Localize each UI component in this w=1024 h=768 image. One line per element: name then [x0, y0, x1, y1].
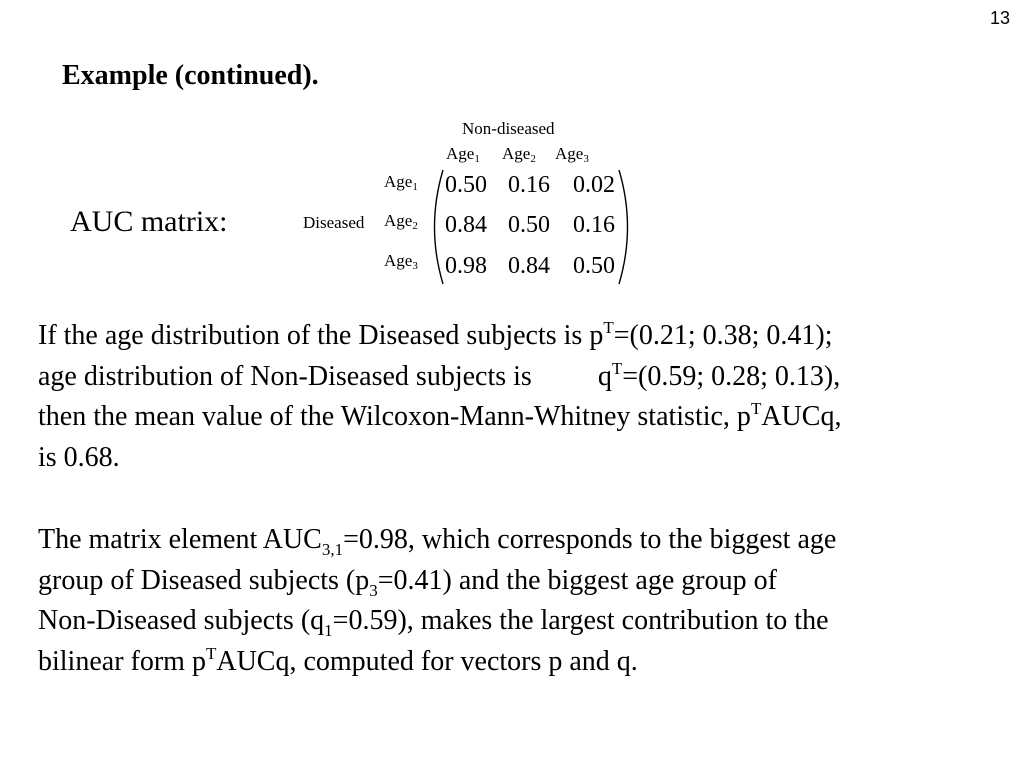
- age-index: 2: [530, 153, 536, 165]
- paragraph-contribution: [38, 520, 1024, 682]
- age-text: Age: [446, 144, 475, 163]
- age-text: Age: [555, 144, 584, 163]
- age-index: 1: [474, 153, 480, 165]
- text-line: then the mean value of the Wilcoxon-Mann-Whitney statistic, $p^TAUCq$,: [38, 399, 842, 432]
- auc-matrix-label: AUC matrix:: [70, 205, 228, 238]
- age-text: Age: [384, 211, 413, 230]
- row-header-age-2: [384, 211, 418, 232]
- matrix-cell-3-1: 0.98: [445, 253, 487, 279]
- text-line: bilinear form $p^TAUCq$, computed for vectors p and q.: [38, 643, 638, 677]
- age-text: Age: [384, 251, 413, 270]
- row-header-age-3: [384, 251, 418, 272]
- text-line: is 0.68.: [38, 441, 120, 473]
- text-line: Non-Diseased subjects $(q_1=0.59)$, makes the largest contribution to the: [38, 605, 829, 640]
- matrix-cell-2-3: 0.16: [573, 212, 615, 238]
- age-index: 3: [412, 260, 418, 272]
- column-header-age-2: [502, 144, 536, 165]
- matrix-cell-3-2: 0.84: [508, 253, 550, 279]
- paragraph-distributions: [38, 316, 1024, 478]
- slide-heading: Example (continued).: [62, 60, 319, 91]
- matrix-cell-1-3: 0.02: [573, 172, 615, 198]
- age-index: 2: [412, 220, 418, 232]
- right-parenthesis: [619, 170, 628, 284]
- diseased-label: Diseased: [303, 213, 365, 232]
- age-index: 3: [583, 153, 589, 165]
- age-text: Age: [384, 172, 413, 191]
- column-header-age-1: [446, 144, 480, 165]
- matrix-cell-2-1: 0.84: [445, 212, 487, 238]
- text-line: group of Diseased subjects $(p_3=0.41)$ and the biggest age group of: [38, 564, 777, 600]
- column-header-age-3: [555, 144, 589, 165]
- text-line: If the age distribution of the Diseased subjects is $p^T=(0.21$; 0.38; 0.41);: [38, 318, 833, 351]
- matrix-cell-1-1: 0.50: [445, 172, 487, 198]
- non-diseased-label: Non-diseased: [462, 119, 555, 138]
- text-line: age distribution of Non-Diseased subjects is $q^T=(0.59$; 0.28; 0.13),: [38, 358, 841, 392]
- row-header-age-1: [384, 172, 418, 193]
- matrix-cell-3-3: 0.50: [573, 253, 615, 279]
- matrix-cell-1-2: 0.16: [508, 172, 550, 198]
- left-parenthesis: [435, 170, 444, 284]
- page-number: 13: [989, 8, 1010, 28]
- text-line: The matrix element $AUC_{3,1}=0.98$, which corresponds to the biggest age: [38, 524, 837, 559]
- age-index: 1: [412, 181, 418, 193]
- matrix-cell-2-2: 0.50: [508, 212, 550, 238]
- age-text: Age: [502, 144, 531, 163]
